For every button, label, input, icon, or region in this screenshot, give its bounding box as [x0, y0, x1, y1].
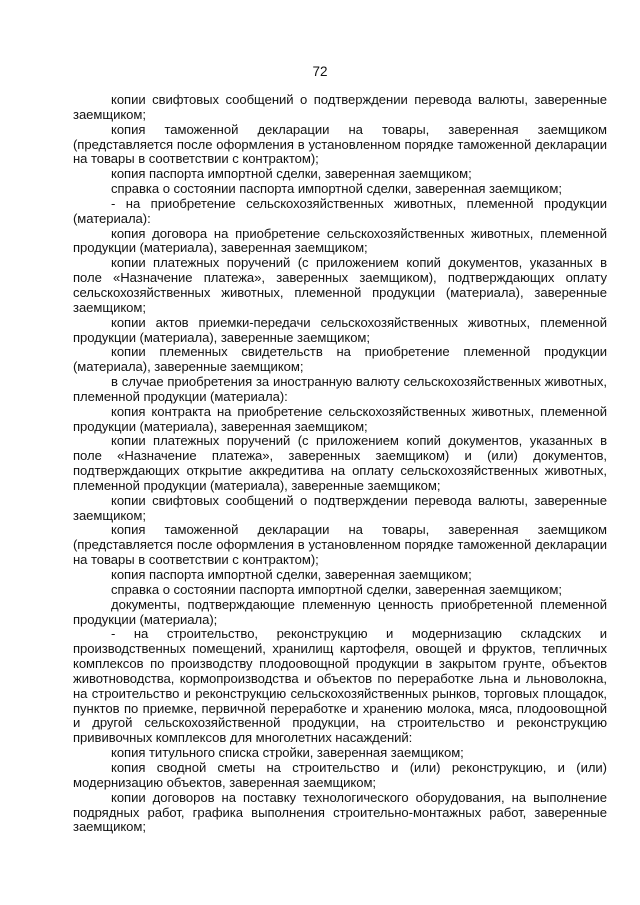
paragraph: справка о состоянии паспорта импортной сделки, заверенная заемщиком; [111, 181, 562, 197]
paragraph: справка о состоянии паспорта импортной сделки, заверенная заемщиком; [111, 581, 562, 597]
paragraph: копии договоров на поставку технологического оборудования, на выполнение подрядных работ, графика выполнения строительно-монтажных работ, заверенные заемщиком; [73, 789, 607, 835]
paragraph: документы, подтверждающие племенную ценность приобретенной племенной продукции (материала); [73, 596, 607, 627]
paragraph: копия таможенной декларации на товары, заверенная заемщиком (представляется после оформления в установленном порядке таможенной декларации на товары в соответствии с контрактом); [73, 522, 607, 568]
paragraph: копия контракта на приобретение сельскохозяйственных животных, племенной продукции (материала), заверенная заемщиком; [73, 403, 607, 434]
paragraph: копии свифтовых сообщений о подтверждении перевода валюты, заверенные заемщиком; [73, 492, 607, 523]
paragraph: копия сводной сметы на строительство и (или) реконструкцию, и (или) модернизацию объектов, заверенная заемщиком; [73, 759, 607, 790]
paragraph: копия таможенной декларации на товары, заверенная заемщиком (представляется после оформления в установленном порядке таможенной декларации на товары в соответствии с контрактом); [73, 121, 607, 167]
paragraph: копии платежных поручений (с приложением копий документов, указанных в поле «Назначение платежа», заверенных заемщиком) и (или) документов, подтверждающих открытие аккредитива на оплату сельскохозяйственных животных, племенной продукции (материала), заверенные заемщиком; [73, 433, 607, 493]
paragraph: копия паспорта импортной сделки, заверенная заемщиком; [111, 567, 472, 582]
paragraph: копии свифтовых сообщений о подтверждении перевода валюты, заверенные заемщиком; [73, 92, 607, 122]
paragraph: копии платежных поручений (с приложением копий документов, указанных в поле «Назначение платежа», заверенных заемщиком), подтверждающих оплату сельскохозяйственных животных, племенной продукции (материала), заверенные заемщиком; [73, 255, 607, 315]
paragraph: копия титульного списка стройки, заверенная заемщиком; [111, 745, 464, 761]
paragraph: копия договора на приобретение сельскохозяйственных животных, племенной продукции (материала), заверенная заемщиком; [73, 225, 607, 256]
paragraph: в случае приобретения за иностранную валюту сельскохозяйственных животных, племенной продукции (материала): [73, 374, 607, 404]
paragraph: копии племенных свидетельств на приобретение племенной продукции (материала), заверенные заемщиком; [73, 344, 607, 375]
document-body [73, 93, 607, 835]
section-heading-paragraph: - на строительство, реконструкцию и модернизацию складских и производственных помещений, хранилищ картофеля, овощей и фруктов, тепличных комплексов по производству плодоовощной продукции в закрытом грунте, объектов животноводства, кормопроизводства и объектов по переработке льна и льноволокна, на строительство и реконструкцию сельскохозяйственных рынков, торговых площадок, пунктов по приемке, первичной переработке и хранению молока, мяса, плодоовощной и другой сельскохозяйственной продукции, на строительство и реконструкцию прививочных комплексов для многолетних насаждений: [73, 626, 607, 746]
section-heading-paragraph: - на приобретение сельскохозяйственных животных, племенной продукции (материала): [73, 195, 607, 226]
page-number: 72 [312, 64, 328, 79]
paragraph: копия паспорта импортной сделки, заверенная заемщиком; [111, 166, 472, 182]
paragraph: копии актов приемки-передачи сельскохозяйственных животных, племенной продукции (материала), заверенные заемщиком; [73, 314, 607, 345]
